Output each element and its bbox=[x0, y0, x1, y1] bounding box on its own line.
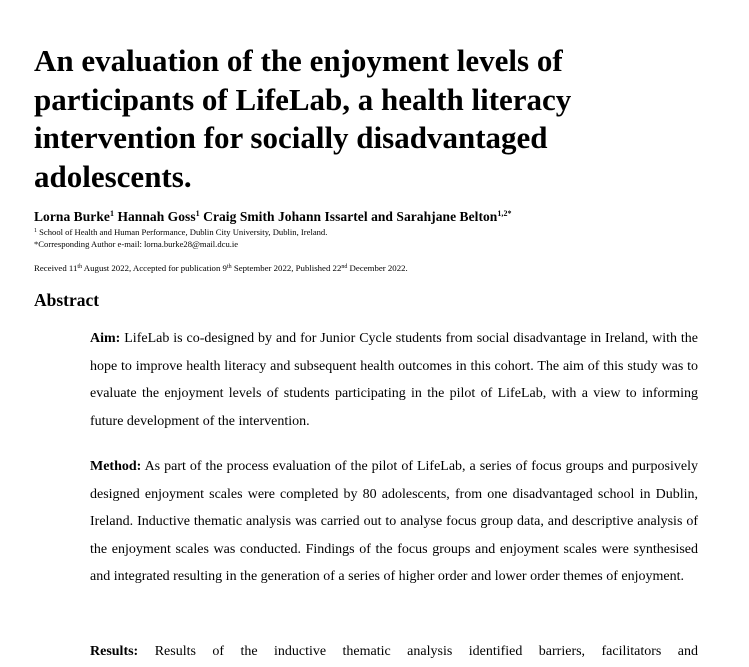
method-text: As part of the process evaluation of the pilot of LifeLab, a series of focus groups and purposively designed enjoyment scales were completed by 80 adolescents, from one disadvantaged school in Dublin, Ireland. Inductive thematic analysis was carried out to analyse focus group data, and descriptive analysis of the enjoyment scales was conducted. Findings of the focus groups and enjoyment scales were synthesised and integrated resulting in the generation of a series of higher order and lower order themes of enjoyment. bbox=[90, 459, 698, 584]
author-affiliation-marker: 1 bbox=[195, 209, 200, 218]
affiliation-text: School of Health and Human Performance, Dublin City University, Dublin, Ireland. bbox=[39, 227, 328, 237]
title-line: participants of LifeLab, a health literacy bbox=[34, 81, 572, 117]
results-text: Results of the inductive thematic analysis identified barriers, facilitators and bbox=[154, 644, 699, 659]
author-name: Craig Smith Johann Issartel and Sarahjane Belton bbox=[203, 209, 498, 224]
date-text: Received 11 bbox=[34, 263, 78, 273]
abstract-aim bbox=[90, 325, 698, 435]
author-name: Lorna Burke bbox=[34, 209, 110, 224]
aim-label: Aim: bbox=[90, 331, 121, 346]
method-label: Method: bbox=[90, 459, 142, 474]
affiliation bbox=[34, 227, 327, 237]
author-affiliation-marker: 1,2* bbox=[497, 209, 512, 218]
results-label: Results: bbox=[90, 644, 139, 659]
aim-text: LifeLab is co-designed by and for Junior Cycle students from social disadvantage in Ireland, with the hope to improve health literacy and subsequent health outcomes in this cohort. The aim of this study was to evaluate the enjoyment levels of students participating in the pilot of LifeLab, with a view to informing future development of the intervention. bbox=[90, 331, 699, 429]
date-ordinal: th bbox=[226, 264, 232, 270]
author-affiliation-marker: 1 bbox=[109, 209, 114, 218]
date-ordinal: nd bbox=[341, 264, 348, 270]
date-text: August 2022, Accepted for publication 9 bbox=[82, 263, 227, 273]
paper-title bbox=[34, 42, 634, 196]
date-ordinal: th bbox=[77, 264, 83, 270]
abstract-results bbox=[90, 638, 698, 666]
date-text: September 2022, Published 22 bbox=[231, 263, 342, 273]
author-list bbox=[34, 209, 512, 225]
affiliation-marker: 1 bbox=[34, 228, 37, 234]
title-line: An evaluation of the enjoyment levels of bbox=[34, 43, 563, 78]
date-text: December 2022. bbox=[347, 263, 408, 273]
title-line: intervention for socially disadvantaged bbox=[34, 120, 548, 155]
abstract-method bbox=[90, 453, 698, 591]
title-line: adolescents. bbox=[34, 158, 192, 194]
corresponding-author: *Corresponding Author e-mail: lorna.burke28@mail.dcu.ie bbox=[34, 239, 239, 249]
publication-dates bbox=[34, 263, 408, 273]
abstract-heading: Abstract bbox=[34, 290, 100, 310]
author-name: Hannah Goss bbox=[117, 209, 196, 224]
